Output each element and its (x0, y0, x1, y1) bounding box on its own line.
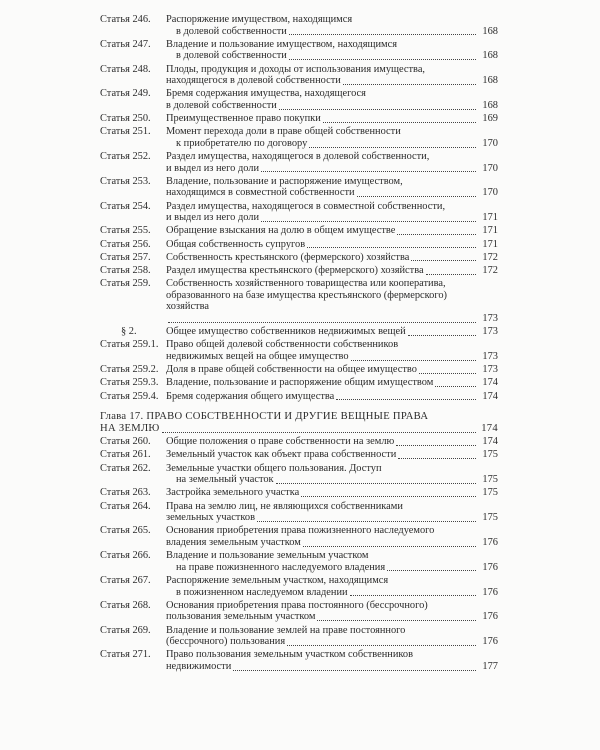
dot-leader (398, 458, 476, 459)
toc-entry-label: Статья 264. (100, 500, 151, 512)
toc-entry-label: Статья 257. (100, 251, 151, 263)
toc-entry-title-line: Общая собственность супругов (166, 238, 306, 250)
toc-entry-title-line: Плоды, продукция и доходы от использования имущества, (166, 63, 426, 75)
toc-entry (0, 449, 600, 461)
page-number: 171 (482, 238, 498, 250)
toc-entry-label: Статья 254. (100, 200, 151, 212)
toc-entry-title-line: на праве пожизненного наследуемого владения (176, 561, 386, 573)
toc-entry (0, 14, 600, 37)
toc-entry-title-line: Застройка земельного участка (166, 487, 300, 499)
page-number: 173 (482, 350, 498, 362)
toc-entry-label: Статья 259. (100, 278, 151, 290)
toc-entry (0, 225, 600, 237)
page-number: 174 (482, 390, 498, 402)
toc-entry (0, 151, 600, 174)
toc-entry (0, 575, 600, 598)
page-number: 174 (481, 422, 498, 434)
dot-leader (289, 59, 476, 60)
toc-entry-title-line: Земельные участки общего пользования. Доступ (166, 462, 382, 474)
toc-entry (0, 463, 600, 486)
toc-entry-title-line: недвижимости (166, 660, 232, 672)
toc-entry (0, 326, 600, 338)
dot-leader (162, 432, 476, 433)
toc-entry-label: Статья 258. (100, 265, 151, 276)
dot-leader (276, 483, 476, 484)
toc-entry-title-line: пользования земельным участком (166, 611, 316, 623)
toc-entry-title-line: Распоряжение земельным участком, находящимся (166, 574, 389, 586)
toc-entry (0, 487, 600, 499)
toc-entry-title-line: Общие положения о праве собственности на землю (166, 436, 395, 448)
page-number: 176 (482, 636, 498, 648)
toc-entry-title-line: Собственность крестьянского (фермерского) хозяйства (166, 251, 410, 263)
toc-entry-title-line: Раздел имущества, находящегося в долевой собственности, (166, 151, 430, 163)
toc-entry (0, 201, 600, 224)
page-number: 174 (482, 377, 498, 389)
page-number: 173 (482, 364, 498, 376)
dot-leader (279, 109, 476, 110)
page-number: 175 (482, 512, 498, 524)
dot-leader (396, 445, 476, 446)
toc-entry-label: Статья 259.3. (100, 377, 159, 389)
toc-entry-title-line: Основания приобретения права пожизненного наследуемого (166, 525, 435, 537)
page-number: 171 (482, 212, 498, 224)
toc-entry-label: Статья 265. (100, 525, 151, 537)
page-number: 172 (482, 251, 498, 263)
toc-entry-title-line: хозяйства (166, 301, 209, 313)
page-number: 168 (482, 99, 498, 111)
toc-entry (0, 625, 600, 648)
toc-entry-label: Статья 269. (100, 624, 151, 636)
dot-leader (426, 274, 476, 275)
page-number: 176 (482, 561, 498, 573)
dot-leader (387, 570, 476, 571)
page-number: 176 (482, 537, 498, 548)
toc-entry-title-line: Право общей долевой собственности собственников (166, 339, 399, 351)
toc-entry-title-line: Основания приобретения права постоянного (бессрочного) (166, 599, 428, 611)
chapter-title-line: Глава 17. ПРАВО СОБСТВЕННОСТИ И ДРУГИЕ ВЕЩНЫЕ ПРАВА (100, 411, 429, 423)
toc-entry-title-line: недвижимых вещей на общее имущество (166, 350, 349, 362)
toc-entry-title-line: (бессрочного) пользования (166, 636, 286, 648)
toc-entry-title-line: Преимущественное право покупки (166, 113, 321, 125)
toc-entry-label: Статья 246. (100, 14, 151, 25)
dot-leader (343, 84, 476, 85)
toc-entry-label: Статья 250. (100, 113, 151, 125)
toc-entry (0, 265, 600, 277)
toc-entry-title-line: Владение и пользование земельным участком (166, 550, 369, 562)
page-number: 171 (482, 225, 498, 237)
toc-entry-title-line: находящегося в долевой собственности (166, 75, 341, 87)
page-number: 168 (482, 75, 498, 87)
dot-leader (336, 399, 476, 400)
page-number: 168 (482, 50, 498, 62)
toc-entry-label: Статья 256. (100, 238, 151, 250)
toc-entry-label: § 2. (121, 326, 137, 338)
toc-entry (0, 278, 600, 324)
dot-leader (411, 260, 476, 261)
dot-leader (261, 221, 476, 222)
toc-entry-title-line: земельных участков (166, 512, 255, 524)
toc-entry-title-line: Раздел имущества, находящегося в совместной собственности, (166, 200, 446, 212)
toc-entry-title-line: Собственность хозяйственного товарищества или кооператива, (166, 278, 446, 290)
toc-entry-title-line: в долевой собственности (176, 25, 287, 37)
page-number: 170 (482, 137, 498, 149)
toc-entry-label: Статья 261. (100, 449, 151, 461)
toc-entry-title-line: в долевой собственности (166, 99, 277, 111)
toc-entry (0, 39, 600, 62)
toc-entry (0, 377, 600, 389)
toc-entry-label: Статья 266. (100, 550, 151, 562)
toc-entry-label: Статья 259.2. (100, 364, 159, 376)
dot-leader (397, 234, 476, 235)
toc-entry (0, 339, 600, 362)
toc-entry-title-line: находящимся в совместной собственности (166, 187, 355, 199)
dot-leader (287, 645, 476, 646)
page-number: 170 (482, 187, 498, 199)
toc-entry (0, 550, 600, 573)
toc-entry (0, 176, 600, 199)
dot-leader (301, 496, 476, 497)
page-number: 169 (482, 113, 498, 125)
page-number: 172 (482, 265, 498, 276)
dot-leader (233, 670, 476, 671)
dot-leader (351, 360, 476, 361)
toc-entry-label: Статья 267. (100, 574, 151, 586)
toc-entry-title-line: Общее имущество собственников недвижимых вещей (166, 326, 406, 338)
page-number: 175 (482, 474, 498, 486)
toc-entry-title-line: Право пользования земельным участком собственников (166, 649, 414, 661)
toc-entry (0, 239, 600, 251)
toc-entry-label: Статья 247. (100, 38, 151, 50)
toc-entry-title-line: и выдел из него доли (166, 162, 260, 174)
toc-entry-title-line: в долевой собственности (176, 50, 287, 62)
dot-leader (435, 386, 476, 387)
toc-entry-title-line: Момент перехода доли в праве общей собственности (166, 126, 401, 138)
toc-entry (0, 649, 600, 672)
table-of-contents (0, 14, 600, 674)
dot-leader (357, 196, 476, 197)
toc-entry-title-line: к приобретателю по договору (176, 137, 308, 149)
dot-leader (317, 620, 476, 621)
page-number: 175 (482, 487, 498, 499)
dot-leader (168, 322, 476, 323)
toc-entry-title-line: Раздел имущества крестьянского (фермерского) хозяйства (166, 265, 424, 276)
toc-entry (0, 252, 600, 264)
toc-entry-title-line: Бремя содержания общего имущества (166, 390, 335, 402)
toc-entry-label: Статья 249. (100, 88, 151, 100)
toc-entry (0, 525, 600, 548)
dot-leader (261, 171, 476, 172)
toc-entry-label: Статья 259.4. (100, 390, 159, 402)
page-number: 170 (482, 162, 498, 174)
dot-leader (323, 122, 476, 123)
page-number: 173 (482, 312, 498, 324)
toc-entry-title-line: Распоряжение имуществом, находящимся (166, 14, 353, 25)
toc-entry (0, 501, 600, 524)
toc-entry-label: Статья 271. (100, 649, 151, 661)
toc-entry-title-line: на земельный участок (176, 474, 274, 486)
toc-entry-label: Статья 260. (100, 436, 151, 448)
dot-leader (257, 521, 476, 522)
toc-entry-title-line: Доля в праве общей собственности на общее имущество (166, 364, 417, 376)
page-number: 174 (482, 436, 498, 448)
toc-entry (0, 113, 600, 125)
dot-leader (350, 595, 476, 596)
toc-entry-label: Статья 252. (100, 151, 151, 163)
toc-entry-title-line: Бремя содержания имущества, находящегося (166, 88, 366, 100)
toc-entry-title-line: и выдел из него доли (166, 212, 260, 224)
toc-entry-label: Статья 248. (100, 63, 151, 75)
toc-entry (0, 391, 600, 403)
chapter-title-line: НА ЗЕМЛЮ (100, 422, 160, 434)
dot-leader (303, 546, 476, 547)
page-number: 176 (482, 611, 498, 623)
page-number: 175 (482, 449, 498, 461)
toc-entry-label: Статья 263. (100, 487, 151, 499)
dot-leader (419, 373, 476, 374)
page-number: 173 (482, 326, 498, 338)
toc-entry-label: Статья 268. (100, 599, 151, 611)
toc-entry (0, 600, 600, 623)
toc-entry-title-line: Владение и пользование землей на праве постоянного (166, 624, 406, 636)
toc-entry (0, 64, 600, 87)
toc-entry-label: Статья 262. (100, 462, 151, 474)
toc-entry-title-line: Права на землю лиц, не являющихся собственниками (166, 500, 403, 512)
toc-entry-label: Статья 255. (100, 225, 151, 237)
toc-entry (0, 88, 600, 111)
toc-entry-label: Статья 251. (100, 126, 151, 138)
page-number: 176 (482, 586, 498, 598)
dot-leader (289, 34, 476, 35)
chapter-heading (0, 411, 498, 435)
toc-entry-title-line: в пожизненном наследуемом владении (176, 586, 348, 598)
toc-entry-title-line: Владение, пользование и распоряжение имуществом, (166, 175, 403, 187)
toc-entry-title-line: Владение и пользование имуществом, находящимся (166, 38, 398, 50)
toc-entry-title-line: Владение, пользование и распоряжение общим имуществом (166, 377, 434, 389)
toc-entry-title-line: Земельный участок как объект права собственности (166, 449, 397, 461)
toc-entry-label: Статья 253. (100, 175, 151, 187)
dot-leader (408, 335, 476, 336)
toc-entry-title-line: владения земельным участком (166, 537, 301, 548)
dot-leader (309, 147, 476, 148)
toc-entry (0, 126, 600, 149)
toc-entry (0, 364, 600, 376)
toc-entry-title-line: Обращение взыскания на долю в общем имуществе (166, 225, 396, 237)
toc-entry (0, 436, 600, 448)
page-number: 168 (482, 25, 498, 37)
page-number: 177 (482, 660, 498, 672)
toc-entry-title-line: образованного на базе имущества крестьянского (фермерского) (166, 289, 448, 301)
dot-leader (307, 247, 476, 248)
toc-entry-label: Статья 259.1. (100, 339, 159, 351)
